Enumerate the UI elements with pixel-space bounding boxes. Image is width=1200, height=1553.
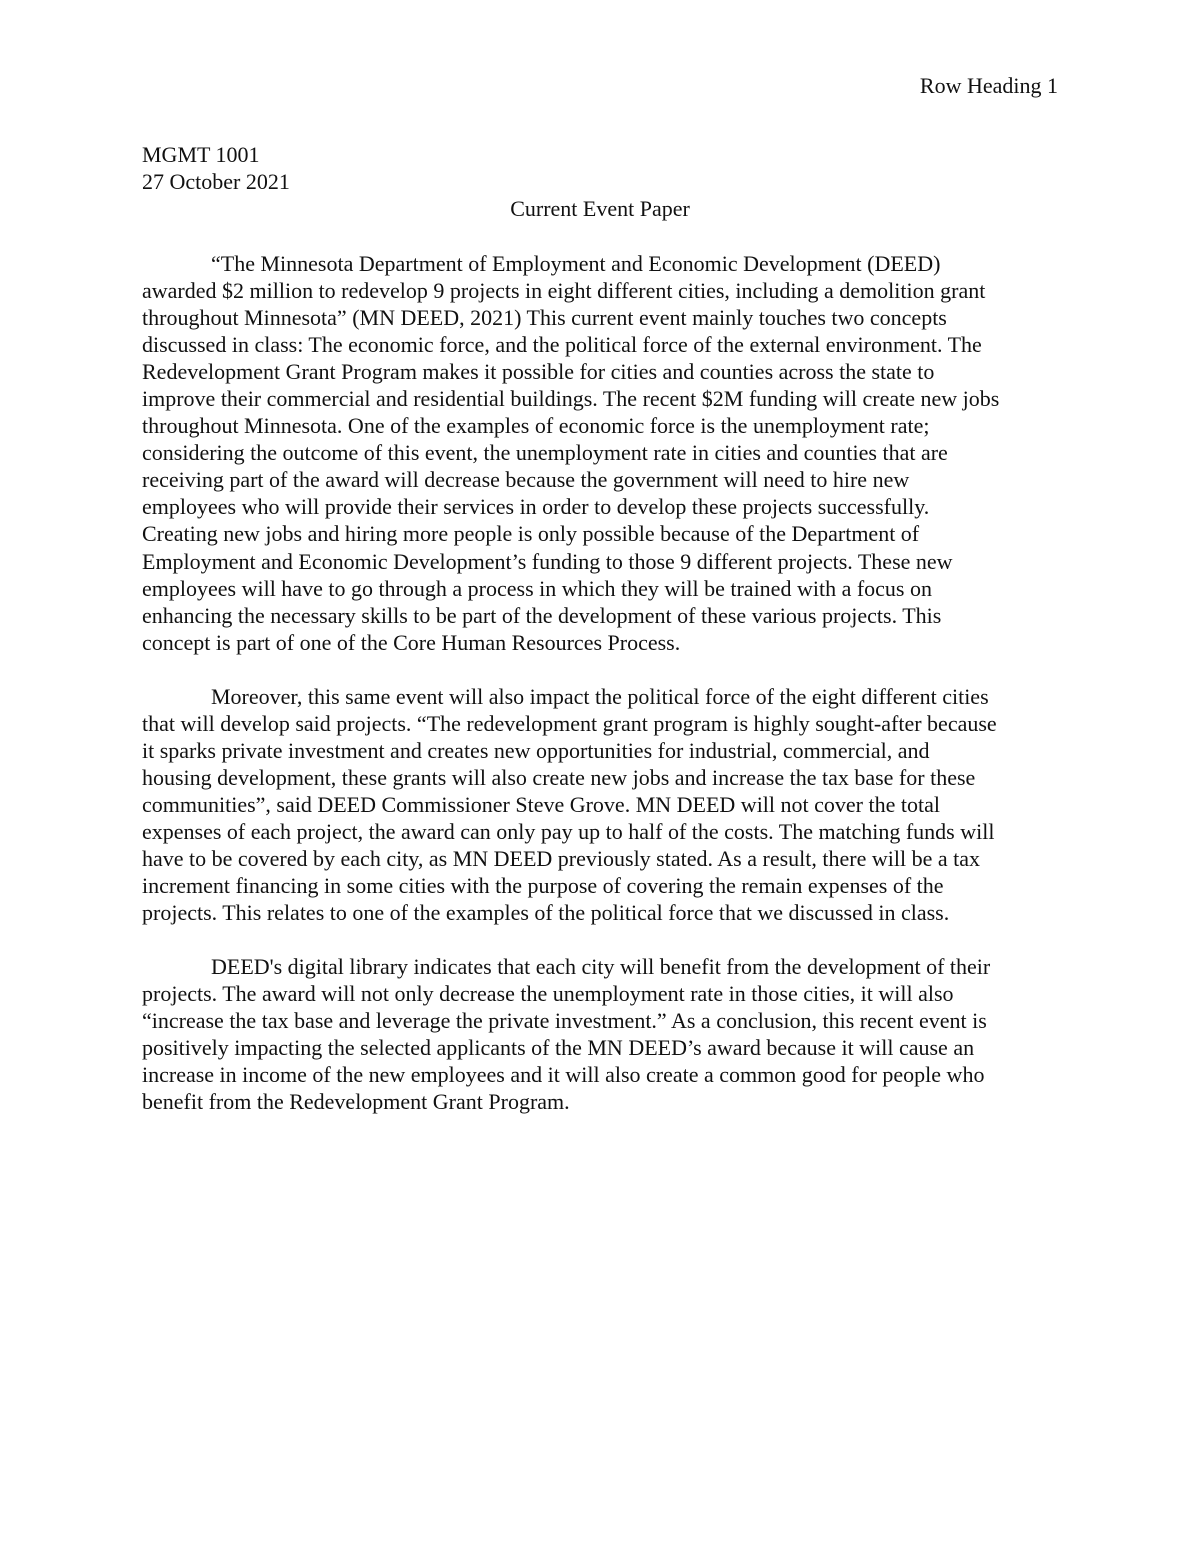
paragraph-line: employees will have to go through a process in which they will be trained with a focus on <box>142 575 932 601</box>
paper-date: 27 October 2021 <box>142 169 290 194</box>
paragraph-line: considering the outcome of this event, the unemployment rate in cities and counties that are <box>142 440 948 466</box>
paragraph-line: throughout Minnesota” (MN DEED, 2021) This current event mainly touches two concepts <box>142 305 947 331</box>
paragraph-line: improve their commercial and residential buildings. The recent $2M funding will create new jobs <box>142 386 1000 412</box>
paragraph-line: discussed in class: The economic force, and the political force of the external environment. The <box>142 332 982 358</box>
body-paragraph <box>142 683 1058 926</box>
paragraph-line: Employment and Economic Development’s funding to those 9 different projects. These new <box>142 548 953 574</box>
paragraph-line: throughout Minnesota. One of the examples of economic force is the unemployment rate; <box>142 413 930 439</box>
paragraph-line: awarded $2 million to redevelop 9 projects in eight different cities, including a demolition grant <box>142 278 986 304</box>
paragraph-line: “increase the tax base and leverage the private investment.” As a conclusion, this recent event is <box>142 1008 987 1034</box>
paragraph-line: it sparks private investment and creates new opportunities for industrial, commercial, and <box>142 737 930 763</box>
paragraph-line: “The Minnesota Department of Employment and Economic Development (DEED) <box>211 251 941 276</box>
paragraph-line: projects. This relates to one of the examples of the political force that we discussed in class. <box>142 900 950 926</box>
paragraph-line: concept is part of one of the Core Human Resources Process. <box>142 629 681 655</box>
paper-body <box>142 250 1058 1142</box>
paragraph-line: increment financing in some cities with the purpose of covering the remain expenses of the <box>142 873 944 899</box>
header-block <box>142 141 1058 195</box>
course-code: MGMT 1001 <box>142 142 260 167</box>
paragraph-line: that will develop said projects. “The redevelopment grant program is highly sought-after because <box>142 710 997 736</box>
paper-title: Current Event Paper <box>510 196 690 221</box>
paragraph-line: projects. The award will not only decrease the unemployment rate in those cities, it will also <box>142 981 954 1007</box>
paragraph-line: DEED's digital library indicates that each city will benefit from the development of their <box>211 954 991 980</box>
paragraph-line: benefit from the Redevelopment Grant Program. <box>142 1089 570 1115</box>
paragraph-line: communities”, said DEED Commissioner Steve Grove. MN DEED will not cover the total <box>142 791 940 817</box>
paragraph-line: positively impacting the selected applicants of the MN DEED’s award because it will cause an <box>142 1035 975 1061</box>
paragraph-line: receiving part of the award will decrease because the government will need to hire new <box>142 467 910 493</box>
paragraph-line: have to be covered by each city, as MN DEED previously stated. As a result, there will be a tax <box>142 845 980 871</box>
running-head: Row Heading 1 <box>919 73 1058 98</box>
paragraph-line: increase in income of the new employees and it will also create a common good for people who <box>142 1062 985 1088</box>
body-paragraph <box>142 250 1058 656</box>
paragraph-line: expenses of each project, the award can only pay up to half of the costs. The matching funds will <box>142 818 995 844</box>
paragraph-line: housing development, these grants will also create new jobs and increase the tax base for these <box>142 764 976 790</box>
paragraph-line: Creating new jobs and hiring more people is only possible because of the Department of <box>142 521 920 547</box>
paragraph-line: employees who will provide their services in order to develop these projects successfully. <box>142 494 930 520</box>
paragraph-line: Moreover, this same event will also impact the political force of the eight different cities <box>211 683 989 709</box>
paragraph-line: enhancing the necessary skills to be part of the development of these various projects. This <box>142 602 942 628</box>
body-paragraph <box>142 953 1058 1115</box>
paragraph-line: Redevelopment Grant Program makes it possible for cities and counties across the state to <box>142 359 935 385</box>
